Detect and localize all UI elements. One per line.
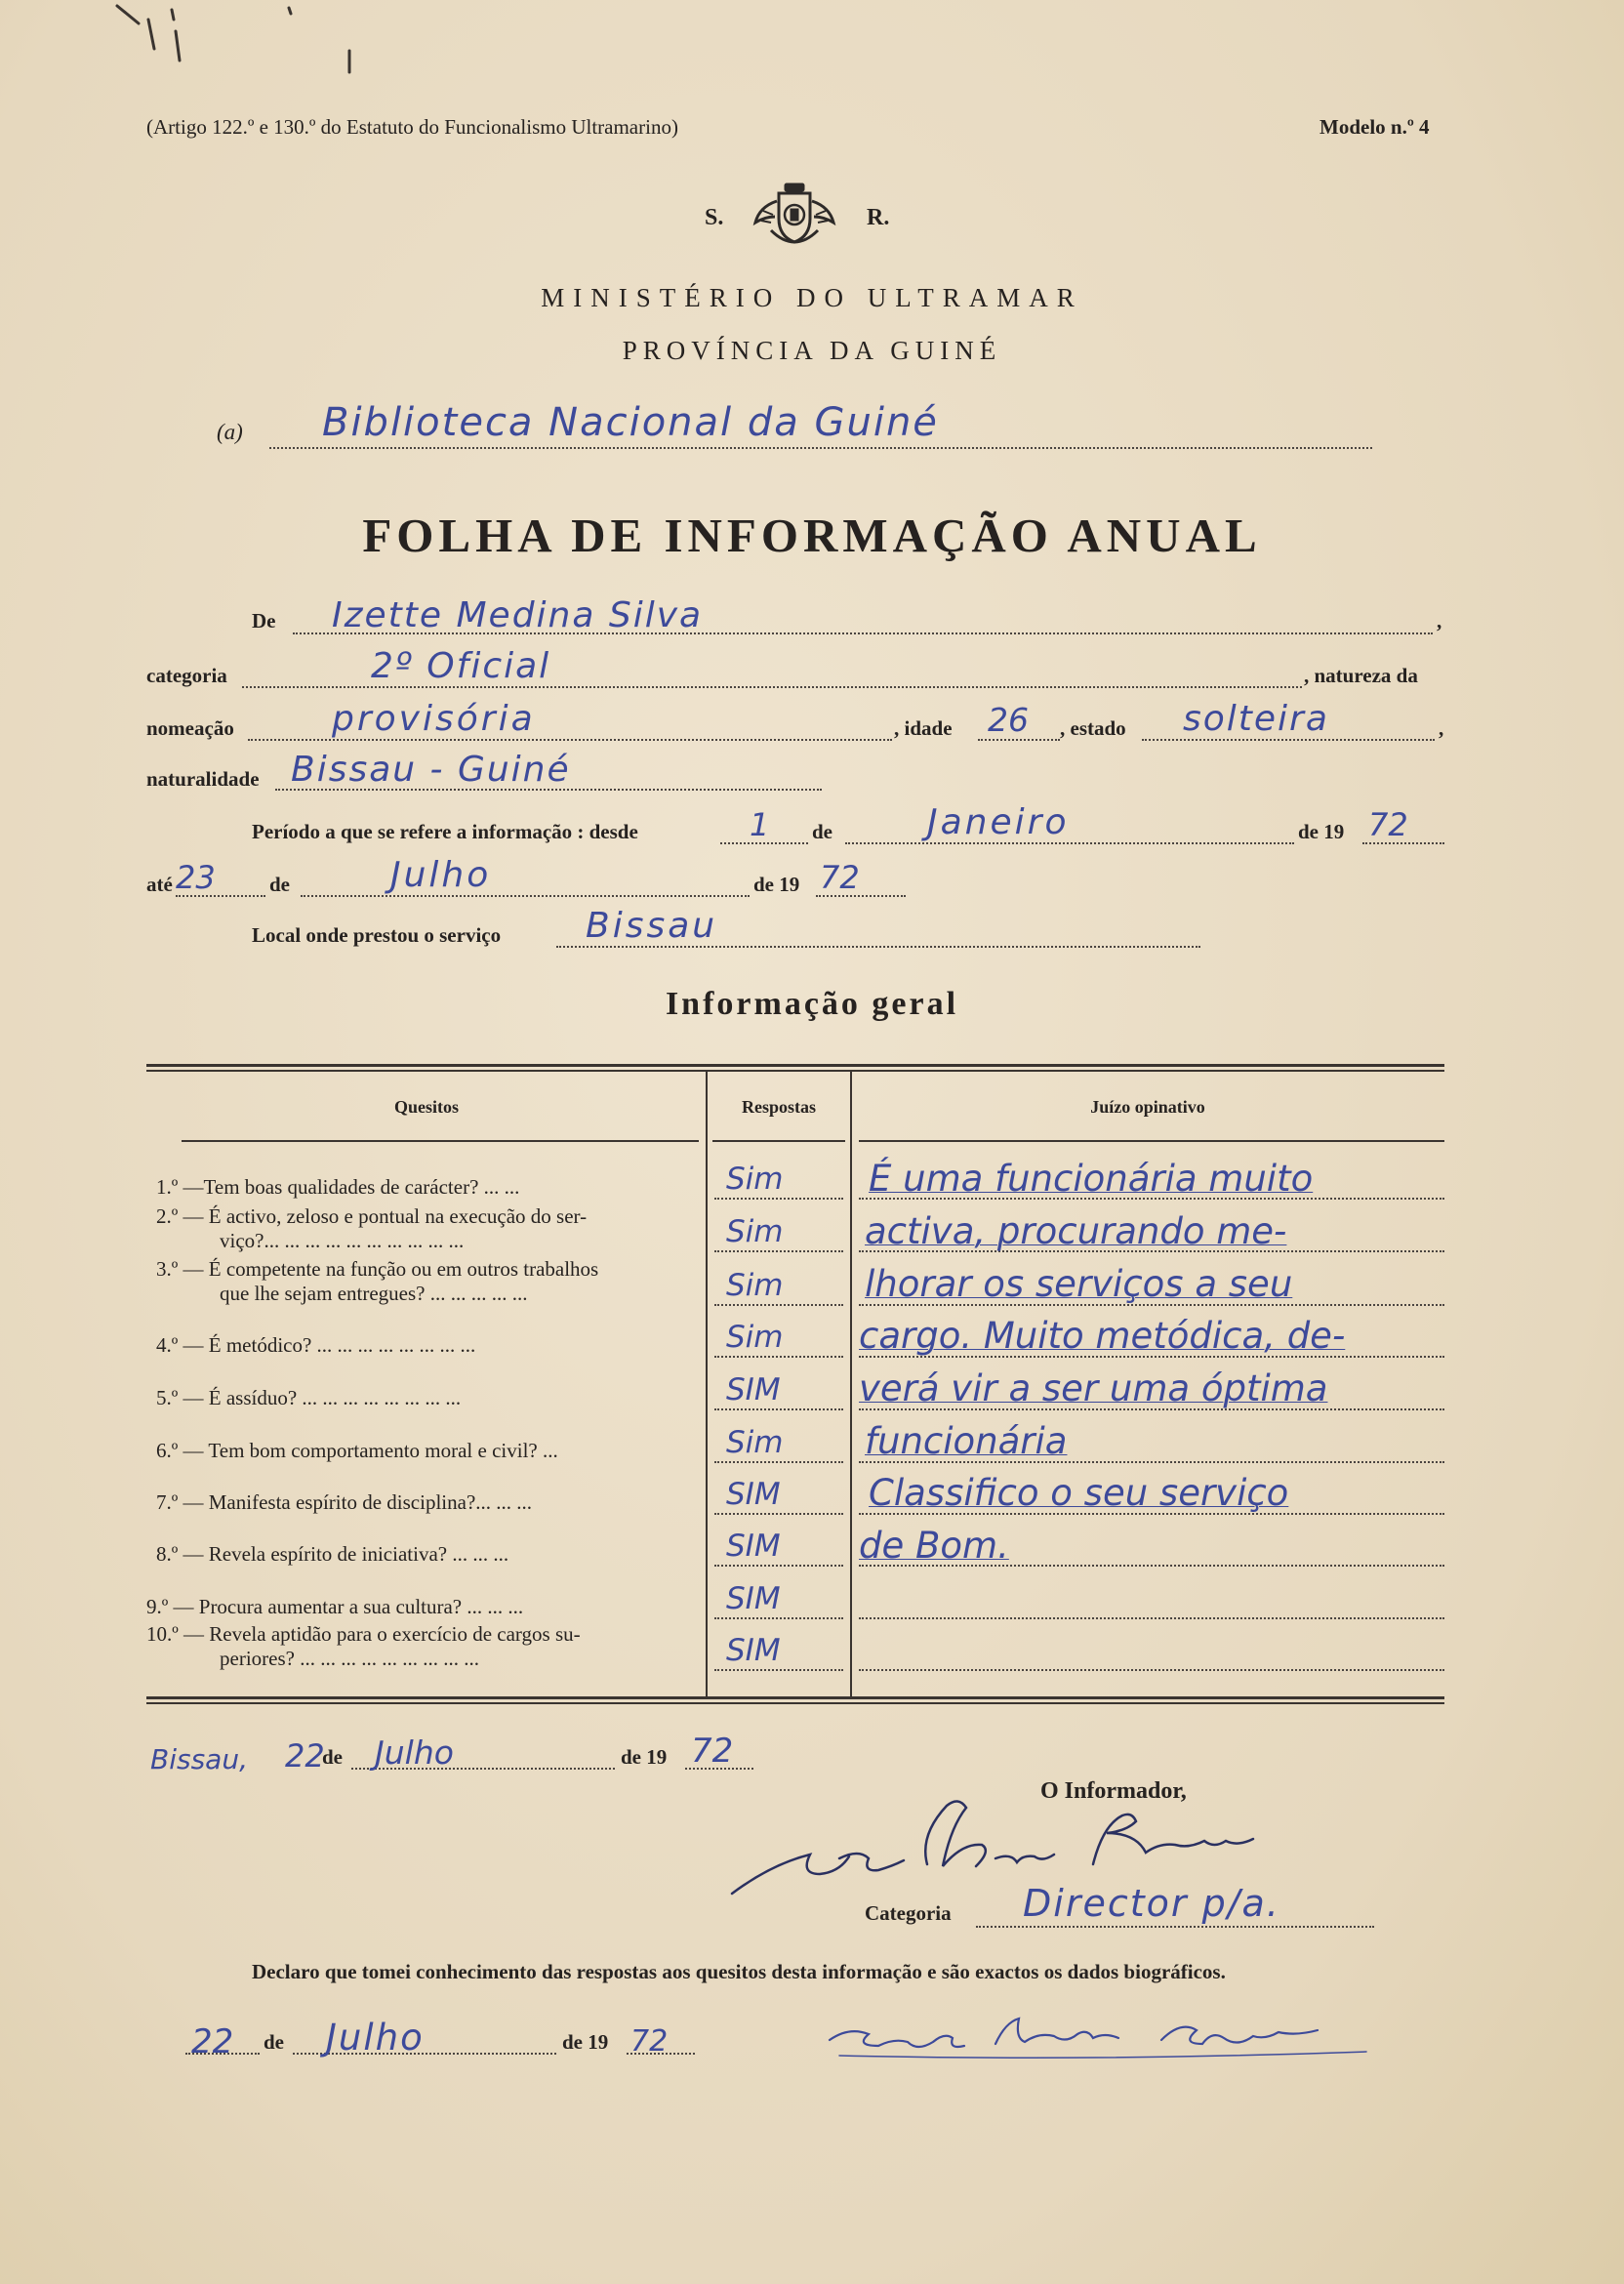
section-title: Informação geral bbox=[665, 986, 959, 1022]
naturalidade-value: Bissau - Guiné bbox=[291, 750, 571, 790]
idade-value: 26 bbox=[988, 701, 1029, 739]
header-underline-2 bbox=[712, 1140, 845, 1142]
question-10-line-2: periores? ... ... ... ... ... ... ... ... ... bbox=[220, 1647, 479, 1670]
declaration-day: 22 bbox=[191, 2022, 234, 2061]
question-3-line-2: que lhe sejam entregues? ... ... ... ... ... bbox=[220, 1282, 528, 1305]
answer-line bbox=[714, 1250, 843, 1252]
ate-month: Julho bbox=[390, 855, 492, 895]
opinion-text-5: verá vir a ser uma óptima bbox=[859, 1367, 1328, 1409]
local-label: Local onde prestou o serviço bbox=[252, 923, 502, 947]
header-underline-1 bbox=[182, 1140, 699, 1142]
declaration-de: de bbox=[264, 2030, 284, 2054]
table-top-rule-2 bbox=[146, 1070, 1444, 1072]
categoria-label: categoria bbox=[146, 664, 227, 687]
answer-4: Sim bbox=[726, 1320, 784, 1355]
answer-5: SIM bbox=[726, 1372, 781, 1407]
comma-mark: , bbox=[1439, 716, 1444, 740]
de-value: Izette Medina Silva bbox=[332, 595, 704, 635]
declaration-year-prefix: de 19 bbox=[562, 2030, 609, 2054]
answer-3: Sim bbox=[726, 1268, 784, 1303]
answer-line bbox=[714, 1617, 843, 1619]
answer-1: Sim bbox=[726, 1162, 784, 1197]
model-number: Modelo n.º 4 bbox=[1320, 115, 1430, 139]
question-1: 1.º —Tem boas qualidades de carácter? ... ... bbox=[156, 1175, 520, 1199]
form-title: FOLHA DE INFORMAÇÃO ANUAL bbox=[362, 509, 1262, 562]
answer-line bbox=[714, 1513, 843, 1515]
answer-line bbox=[714, 1304, 843, 1306]
table-top-rule bbox=[146, 1064, 1444, 1067]
declaration-month: Julho bbox=[326, 2017, 425, 2059]
opinion-text-3: lhorar os serviços a seu bbox=[865, 1263, 1293, 1305]
coat-of-arms-seal bbox=[750, 182, 839, 252]
estado-label: , estado bbox=[1060, 716, 1126, 740]
question-6: 6.º — Tem bom comportamento moral e civil? ... bbox=[156, 1439, 558, 1462]
entity-value: Biblioteca Nacional da Guiné bbox=[322, 400, 939, 445]
seal-right-letter: R. bbox=[867, 205, 890, 230]
opinion-line bbox=[859, 1669, 1444, 1671]
question-9: 9.º — Procura aumentar a sua cultura? ... ... ... bbox=[146, 1595, 524, 1618]
desde-day: 1 bbox=[750, 806, 770, 843]
question-3-line-1: 3.º — É competente na função ou em outros trabalhos bbox=[156, 1257, 599, 1281]
ate-day: 23 bbox=[176, 859, 216, 896]
opinion-text-6: funcionária bbox=[865, 1420, 1068, 1462]
de-connector-1: de bbox=[812, 820, 832, 843]
header-respostas: Respostas bbox=[741, 1097, 816, 1117]
ate-month-line bbox=[301, 895, 750, 897]
ate-year: 72 bbox=[820, 859, 860, 896]
naturalidade-label: naturalidade bbox=[146, 767, 260, 791]
opinion-text-2: activa, procurando me- bbox=[865, 1210, 1287, 1252]
answer-7: SIM bbox=[726, 1477, 781, 1512]
ate-label: até bbox=[146, 873, 173, 896]
opinion-line bbox=[859, 1617, 1444, 1619]
natureza-label: , natureza da bbox=[1304, 664, 1418, 687]
answer-line bbox=[714, 1408, 843, 1410]
local-line bbox=[556, 946, 1200, 948]
comma-mark: , bbox=[1437, 609, 1442, 632]
question-10-line-1: 10.º — Revela aptidão para o exercício de cargos su- bbox=[146, 1622, 581, 1646]
article-reference: (Artigo 122.º e 130.º do Estatuto do Funcionalismo Ultramarino) bbox=[146, 115, 678, 139]
nomeacao-value: provisória bbox=[332, 699, 536, 739]
opinion-text-1: É uma funcionária muito bbox=[869, 1158, 1314, 1200]
answer-line bbox=[714, 1565, 843, 1567]
footer-day: 22 bbox=[285, 1737, 325, 1774]
header-underline-3 bbox=[859, 1140, 1444, 1142]
desde-month: Janeiro bbox=[927, 802, 1070, 842]
de-connector-2: de bbox=[269, 873, 290, 896]
answer-line bbox=[714, 1356, 843, 1358]
seal-left-letter: S. bbox=[705, 205, 724, 230]
informador-label: O Informador, bbox=[1040, 1778, 1187, 1804]
scan-mark bbox=[59, 0, 390, 78]
footer-categoria-value: Director p/a. bbox=[1023, 1882, 1280, 1925]
answer-line bbox=[714, 1669, 843, 1671]
nomeacao-line bbox=[248, 739, 892, 741]
desde-year: 72 bbox=[1368, 806, 1408, 843]
declaration-text: Declaro que tomei conhecimento das respostas aos quesitos desta informação e são exactos os dados biográficos. bbox=[252, 1960, 1226, 1983]
answer-9: SIM bbox=[726, 1581, 781, 1616]
declaration-year: 72 bbox=[630, 2024, 669, 2059]
categoria-value: 2º Oficial bbox=[371, 646, 551, 686]
local-value: Bissau bbox=[586, 906, 718, 946]
desde-year-prefix: de 19 bbox=[1298, 820, 1345, 843]
footer-de: de bbox=[322, 1745, 343, 1769]
header-juizo: Juízo opinativo bbox=[1090, 1097, 1205, 1117]
estado-line bbox=[1142, 739, 1435, 741]
ate-year-prefix: de 19 bbox=[753, 873, 800, 896]
answer-2: Sim bbox=[726, 1214, 784, 1249]
question-2-line-2: viço?... ... ... ... ... ... ... ... ... ... bbox=[220, 1229, 465, 1252]
footer-categoria-label: Categoria bbox=[865, 1901, 952, 1925]
entity-label: (a) bbox=[217, 420, 243, 444]
periodo-label: Período a que se refere a informação : desde bbox=[252, 820, 638, 843]
answer-line bbox=[714, 1461, 843, 1463]
employee-signature bbox=[820, 2011, 1386, 2069]
question-8: 8.º — Revela espírito de iniciativa? ... ... ... bbox=[156, 1542, 509, 1566]
table-bottom-rule-2 bbox=[146, 1702, 1444, 1704]
answer-8: SIM bbox=[726, 1529, 781, 1564]
footer-year: 72 bbox=[691, 1732, 734, 1771]
opinion-text-8: de Bom. bbox=[859, 1525, 1009, 1567]
declaration-day-line bbox=[185, 2053, 260, 2055]
de-label: De bbox=[252, 609, 276, 632]
footer-year-prefix: de 19 bbox=[621, 1745, 668, 1769]
ministry-title: MINISTÉRIO DO ULTRAMAR bbox=[541, 283, 1083, 312]
footer-categoria-line bbox=[976, 1926, 1374, 1928]
table-bottom-rule bbox=[146, 1696, 1444, 1699]
entity-line bbox=[269, 447, 1372, 449]
province-title: PROVÍNCIA DA GUINÉ bbox=[622, 336, 1002, 365]
idade-label: , idade bbox=[894, 716, 953, 740]
question-2-line-1: 2.º — É activo, zeloso e pontual na execução do ser- bbox=[156, 1204, 588, 1228]
estado-value: solteira bbox=[1183, 699, 1329, 739]
footer-month: Julho bbox=[375, 1733, 454, 1772]
question-7: 7.º — Manifesta espírito de disciplina?... ... ... bbox=[156, 1490, 533, 1514]
opinion-text-4: cargo. Muito metódica, de- bbox=[859, 1315, 1346, 1357]
question-4: 4.º — É metódico? ... ... ... ... ... ... ... ... bbox=[156, 1333, 476, 1357]
question-5: 5.º — É assíduo? ... ... ... ... ... ... ... ... bbox=[156, 1386, 462, 1409]
answer-6: Sim bbox=[726, 1425, 784, 1460]
answer-10: SIM bbox=[726, 1633, 781, 1668]
nomeacao-label: nomeação bbox=[146, 716, 234, 740]
opinion-text-7: Classifico o seu serviço bbox=[869, 1472, 1289, 1514]
desde-month-line bbox=[845, 842, 1294, 844]
footer-place: Bissau, bbox=[150, 1743, 248, 1775]
categoria-line bbox=[242, 686, 1302, 688]
idade-line bbox=[978, 739, 1060, 741]
column-divider-2 bbox=[850, 1072, 852, 1696]
column-divider-1 bbox=[706, 1072, 708, 1696]
answer-line bbox=[714, 1198, 843, 1200]
header-quesitos: Quesitos bbox=[393, 1097, 459, 1117]
